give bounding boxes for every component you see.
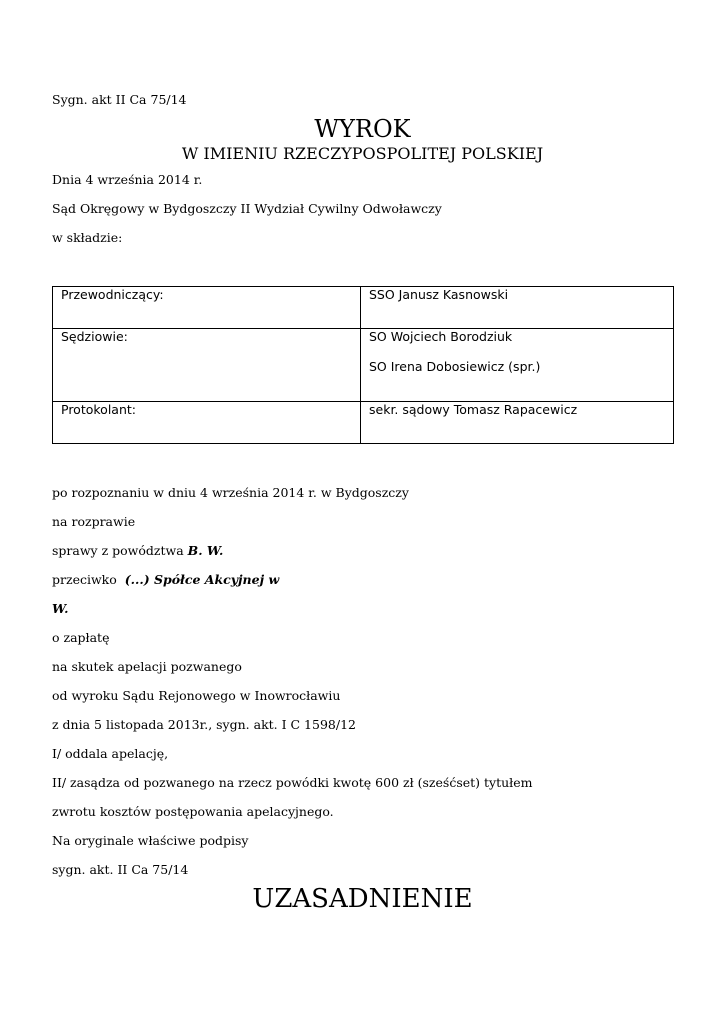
court-name: Sąd Okręgowy w Bydgoszczy II Wydział Cywilny Odwoławczy xyxy=(52,201,442,216)
ruling-point-2-continued: zwrotu kosztów postępowania apelacyjnego. xyxy=(52,804,334,819)
role-cell xyxy=(53,287,361,329)
case-signature-top: Sygn. akt II Ca 75/14 xyxy=(52,92,187,107)
document-title: WYROK xyxy=(314,115,411,143)
appeal-line: na skutek apelacji pozwanego xyxy=(52,659,242,674)
case-line xyxy=(52,543,223,559)
role-cell xyxy=(53,329,361,402)
court-composition-table xyxy=(52,286,674,444)
document-subtitle: W IMIENIU RZECZYPOSPOLITEJ POLSKIEJ xyxy=(181,144,544,163)
session-line: na rozprawie xyxy=(52,514,136,529)
table-row xyxy=(53,287,674,329)
against-prefix: przeciwko xyxy=(52,572,125,587)
against-line xyxy=(52,572,279,588)
defendant-city: W. xyxy=(52,601,69,616)
original-signatures-note: Na oryginale właściwe podpisy xyxy=(52,833,249,848)
member-name: SO Wojciech Borodziuk xyxy=(369,329,513,344)
ruling-point-1: I/ oddala apelację, xyxy=(52,746,169,761)
member-name: SSO Janusz Kasnowski xyxy=(369,287,509,302)
subject-line: o zapłatę xyxy=(52,630,110,645)
role-label: Przewodniczący: xyxy=(61,287,164,302)
member-name: sekr. sądowy Tomasz Rapacewicz xyxy=(369,402,578,417)
ruling-point-2: II/ zasądza od pozwanego na rzecz powódki kwotę 600 zł (sześćset) tytułem xyxy=(52,775,533,790)
judgment-reference-line: od wyroku Sądu Rejonowego w Inowrocławiu xyxy=(52,688,341,703)
justification-heading: UZASADNIENIE xyxy=(252,884,473,914)
hearing-line: po rozpoznaniu w dniu 4 września 2014 r. w Bydgoszczy xyxy=(52,485,409,500)
table-row xyxy=(53,402,674,444)
plaintiff-name: B. W. xyxy=(187,543,224,558)
defendant-name: (...) Spółce Akcyjnej w xyxy=(124,572,280,587)
names-cell xyxy=(361,287,674,329)
names-cell xyxy=(361,329,674,402)
names-cell xyxy=(361,402,674,444)
judgment-date: Dnia 4 września 2014 r. xyxy=(52,172,203,187)
date-reference-line: z dnia 5 listopada 2013r., sygn. akt. I C 1598/12 xyxy=(52,717,356,732)
role-label: Protokolant: xyxy=(61,402,136,417)
table-row xyxy=(53,329,674,402)
case-signature-bottom: sygn. akt. II Ca 75/14 xyxy=(52,862,189,877)
role-label: Sędziowie: xyxy=(61,329,128,344)
composition-label: w składzie: xyxy=(52,230,123,245)
case-prefix: sprawy z powództwa xyxy=(52,543,188,558)
role-cell xyxy=(53,402,361,444)
member-name: SO Irena Dobosiewicz (spr.) xyxy=(369,359,541,374)
